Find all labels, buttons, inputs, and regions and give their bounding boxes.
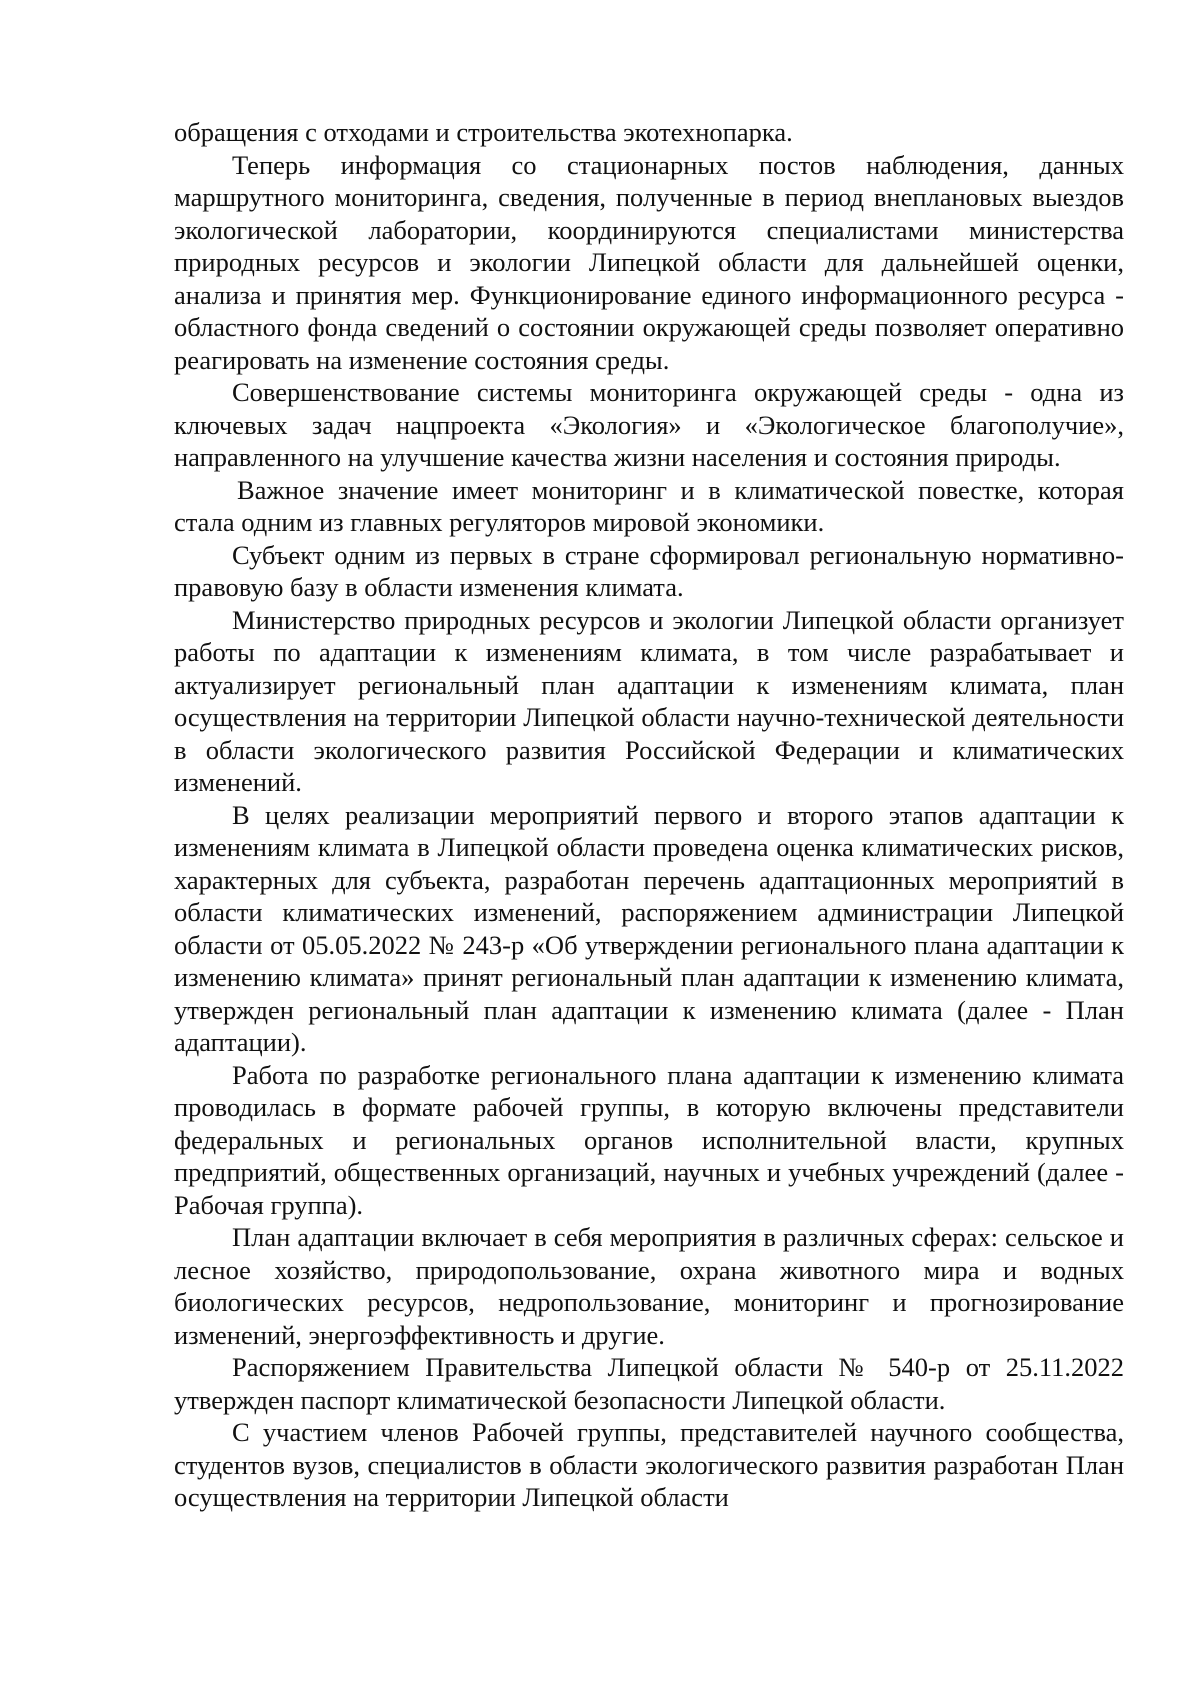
paragraph-9: План адаптации включает в себя мероприятия в различных сферах: сельское и лесное хозяйство, природопользование, охрана животного мира и водных биологических ресурсов, недропользование, мониторинг и прогнозирование изменений, энергоэффективность и другие. bbox=[174, 1222, 1124, 1350]
paragraph-6: Министерство природных ресурсов и экологии Липецкой области организует работы по адаптации к изменениям климата, в том числе разрабатывает и актуализирует региональный план адаптации к изменениям климата, план осуществления на территории Липецкой области научно-технической деятельности в области экологического развития Российской Федерации и климатических изменений. bbox=[174, 604, 1124, 797]
paragraph-1: обращения с отходами и строительства экотехнопарка. bbox=[174, 117, 793, 147]
paragraph-7: В целях реализации мероприятий первого и второго этапов адаптации к изменениям климата в Липецкой области проведена оценка климатических рисков, характерных для субъекта, разработан перечень адаптационных мероприятий в области климатических изменений, распоряжением администрации Липецкой области от 05.05.2022 № 243-р «Об утверждении регионального плана адаптации к изменению климата» принят региональный план адаптации к изменению климата, утвержден региональный план адаптации к изменению климата (далее - План адаптации). bbox=[174, 799, 1124, 1057]
paragraph-5: Субъект одним из первых в стране сформировал региональную нормативно-правовую базу в области изменения климата. bbox=[174, 539, 1124, 602]
paragraph-4: Важное значение имеет мониторинг и в климатической повестке, которая стала одним из главных регуляторов мировой экономики. bbox=[174, 474, 1124, 537]
document-body bbox=[174, 116, 1124, 1514]
paragraph-11: С участием членов Рабочей группы, представителей научного сообщества, студентов вузов, специалистов в области экологического развития разработан План осуществления на территории Липецкой области bbox=[174, 1417, 1124, 1512]
paragraph-2: Теперь информация со стационарных постов наблюдения, данных маршрутного мониторинга, сведения, полученные в период внеплановых выездов экологической лаборатории, координируются специалистами министерства природных ресурсов и экологии Липецкой области для дальнейшей оценки, анализа и принятия мер. Функционирование единого информационного ресурса - областного фонда сведений о состоянии окружающей среды позволяет оперативно реагировать на изменение состояния среды. bbox=[174, 149, 1124, 375]
paragraph-3: Совершенствование системы мониторинга окружающей среды - одна из ключевых задач нацпроекта «Экология» и «Экологическое благополучие», направленного на улучшение качества жизни населения и состояния природы. bbox=[174, 377, 1124, 472]
paragraph-10: Распоряжением Правительства Липецкой области № 540-р от 25.11.2022 утвержден паспорт климатической безопасности Липецкой области. bbox=[174, 1352, 1124, 1415]
paragraph-8: Работа по разработке регионального плана адаптации к изменению климата проводилась в формате рабочей группы, в которую включены представители федеральных и региональных органов исполнительной власти, крупных предприятий, общественных организаций, научных и учебных учреждений (далее - Рабочая группа). bbox=[174, 1059, 1124, 1220]
